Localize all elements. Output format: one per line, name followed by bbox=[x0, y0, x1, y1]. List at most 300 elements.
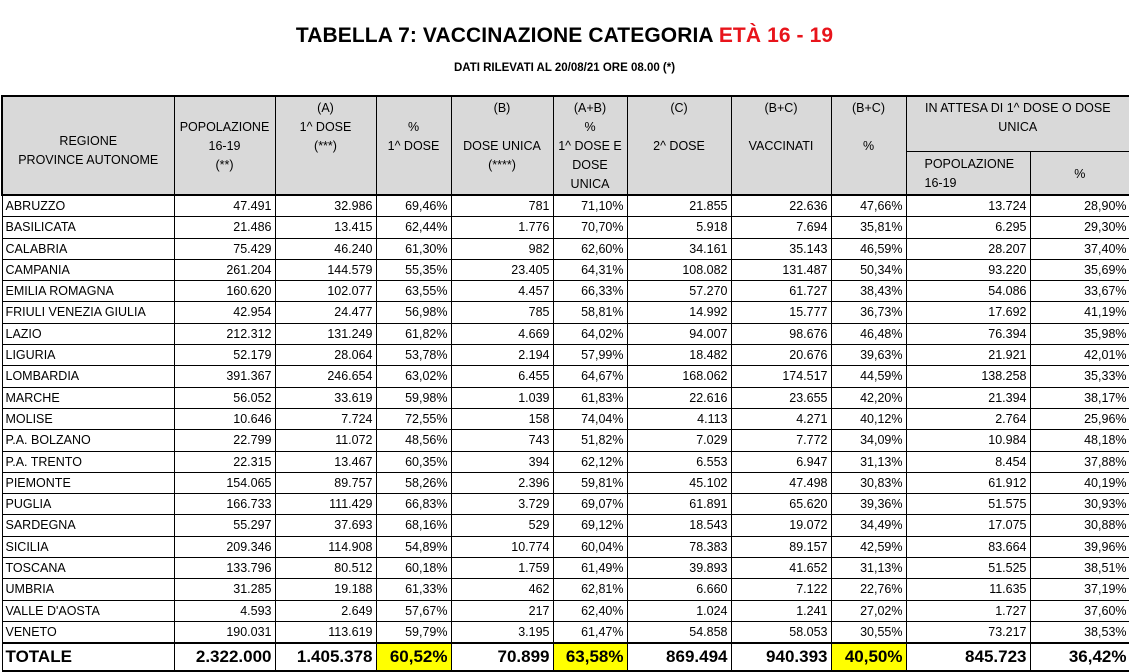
table-cell: 21.394 bbox=[906, 387, 1030, 408]
table-cell: 25,96% bbox=[1030, 408, 1129, 429]
table-cell: 529 bbox=[451, 515, 553, 536]
table-cell: 5.918 bbox=[627, 217, 731, 238]
totale-cell: 70.899 bbox=[451, 643, 553, 671]
region-name: UMBRIA bbox=[2, 579, 174, 600]
table-cell: 69,12% bbox=[553, 515, 627, 536]
table-cell: 75.429 bbox=[174, 238, 275, 259]
table-cell: 57,67% bbox=[376, 600, 451, 621]
table-row bbox=[2, 217, 1129, 238]
table-cell: 113.619 bbox=[275, 621, 376, 643]
table-header bbox=[2, 96, 1129, 195]
table-cell: 168.062 bbox=[627, 366, 731, 387]
table-cell: 34.161 bbox=[627, 238, 731, 259]
table-row bbox=[2, 536, 1129, 557]
vaccination-table bbox=[1, 95, 1129, 672]
header-line: 16-19 bbox=[208, 139, 241, 153]
table-cell: 59,79% bbox=[376, 621, 451, 643]
totale-cell-highlight: 63,58% bbox=[553, 643, 627, 671]
table-cell: 27,02% bbox=[831, 600, 906, 621]
header-line: 1^ DOSE bbox=[299, 120, 352, 134]
table-cell: 40,12% bbox=[831, 408, 906, 429]
table-cell: 55,35% bbox=[376, 259, 451, 280]
header-line: (B) bbox=[493, 101, 511, 115]
table-cell: 217 bbox=[451, 600, 553, 621]
table-cell: 4.271 bbox=[731, 408, 831, 429]
header-line: POPOLAZIONE bbox=[179, 120, 270, 134]
table-cell: 74,04% bbox=[553, 408, 627, 429]
table-row bbox=[2, 302, 1129, 323]
page-title bbox=[0, 24, 1129, 48]
table-cell: 261.204 bbox=[174, 259, 275, 280]
header-line: % bbox=[584, 120, 596, 134]
header-line: (C) bbox=[670, 101, 688, 115]
table-cell: 166.733 bbox=[174, 494, 275, 515]
table-cell: 51,82% bbox=[553, 430, 627, 451]
table-cell: 34,49% bbox=[831, 515, 906, 536]
table-row bbox=[2, 494, 1129, 515]
col-header-attesa-perc: % bbox=[1030, 152, 1129, 195]
table-cell: 53,78% bbox=[376, 345, 451, 366]
table-cell: 1.241 bbox=[731, 600, 831, 621]
table-cell: 57,99% bbox=[553, 345, 627, 366]
table-cell: 61,49% bbox=[553, 558, 627, 579]
table-cell: 34,09% bbox=[831, 430, 906, 451]
region-name: TOSCANA bbox=[2, 558, 174, 579]
table-cell: 64,02% bbox=[553, 323, 627, 344]
table-cell: 394 bbox=[451, 451, 553, 472]
table-cell: 13.724 bbox=[906, 195, 1030, 217]
table-cell: 2.194 bbox=[451, 345, 553, 366]
col-header-regione bbox=[2, 96, 174, 195]
col-header-popolazione bbox=[174, 96, 275, 195]
table-cell: 38,51% bbox=[1030, 558, 1129, 579]
table-cell: 38,17% bbox=[1030, 387, 1129, 408]
header-line: POPOLAZIONE bbox=[924, 157, 1015, 172]
table-cell: 133.796 bbox=[174, 558, 275, 579]
table-cell: 23.655 bbox=[731, 387, 831, 408]
table-cell: 94.007 bbox=[627, 323, 731, 344]
table-cell: 50,34% bbox=[831, 259, 906, 280]
table-row bbox=[2, 621, 1129, 643]
table-cell: 1.727 bbox=[906, 600, 1030, 621]
table-cell: 7.694 bbox=[731, 217, 831, 238]
table-cell: 61.727 bbox=[731, 281, 831, 302]
header-line: PROVINCE AUTONOME bbox=[18, 152, 159, 167]
totale-label: TOTALE bbox=[2, 643, 174, 671]
header-line bbox=[631, 118, 728, 137]
table-cell: 37.693 bbox=[275, 515, 376, 536]
table-cell: 76.394 bbox=[906, 323, 1030, 344]
header-line: DOSE UNICA bbox=[463, 139, 541, 153]
region-name: LOMBARDIA bbox=[2, 366, 174, 387]
table-cell: 52.179 bbox=[174, 345, 275, 366]
table-cell: 36,73% bbox=[831, 302, 906, 323]
col-header-perc-prima bbox=[376, 96, 451, 195]
table-cell: 41.652 bbox=[731, 558, 831, 579]
table-cell: 2.396 bbox=[451, 472, 553, 493]
table-cell: 28.207 bbox=[906, 238, 1030, 259]
table-cell: 8.454 bbox=[906, 451, 1030, 472]
table-cell: 80.512 bbox=[275, 558, 376, 579]
table-cell: 2.649 bbox=[275, 600, 376, 621]
table-cell: 190.031 bbox=[174, 621, 275, 643]
table-cell: 61.891 bbox=[627, 494, 731, 515]
table-cell: 23.405 bbox=[451, 259, 553, 280]
table-row bbox=[2, 600, 1129, 621]
col-header-perc-bc bbox=[831, 96, 906, 195]
table-cell: 30,83% bbox=[831, 472, 906, 493]
table-cell: 51.575 bbox=[906, 494, 1030, 515]
table-cell: 89.157 bbox=[731, 536, 831, 557]
col-header-vaccinati bbox=[731, 96, 831, 195]
totale-cell: 36,42% bbox=[1030, 643, 1129, 671]
region-name: EMILIA ROMAGNA bbox=[2, 281, 174, 302]
table-cell: 4.593 bbox=[174, 600, 275, 621]
header-line: (A+B) bbox=[573, 101, 607, 115]
table-cell: 19.188 bbox=[275, 579, 376, 600]
table-row bbox=[2, 259, 1129, 280]
header-line: 16-19 bbox=[924, 176, 957, 191]
table-cell: 31,13% bbox=[831, 558, 906, 579]
table-cell: 61,83% bbox=[553, 387, 627, 408]
table-cell: 4.457 bbox=[451, 281, 553, 302]
table-cell: 66,83% bbox=[376, 494, 451, 515]
col-header-perc-ab bbox=[553, 96, 627, 195]
table-cell: 1.024 bbox=[627, 600, 731, 621]
title-accent: ETÀ 16 - 19 bbox=[718, 24, 834, 47]
table-cell: 154.065 bbox=[174, 472, 275, 493]
header-line: UNICA bbox=[998, 120, 1038, 134]
table-cell: 37,60% bbox=[1030, 600, 1129, 621]
table-cell: 37,88% bbox=[1030, 451, 1129, 472]
table-cell: 62,60% bbox=[553, 238, 627, 259]
table-cell: 63,02% bbox=[376, 366, 451, 387]
table-cell: 22,76% bbox=[831, 579, 906, 600]
table-cell: 35,69% bbox=[1030, 259, 1129, 280]
table-cell: 93.220 bbox=[906, 259, 1030, 280]
table-cell: 61,33% bbox=[376, 579, 451, 600]
totale-cell-highlight: 40,50% bbox=[831, 643, 906, 671]
table-cell: 10.646 bbox=[174, 408, 275, 429]
table-cell: 102.077 bbox=[275, 281, 376, 302]
table-cell: 17.075 bbox=[906, 515, 1030, 536]
header-line: (B+C) bbox=[764, 101, 798, 115]
region-name: MARCHE bbox=[2, 387, 174, 408]
table-cell: 35,33% bbox=[1030, 366, 1129, 387]
table-row bbox=[2, 558, 1129, 579]
table-cell: 11.635 bbox=[906, 579, 1030, 600]
table-row bbox=[2, 472, 1129, 493]
table-row bbox=[2, 366, 1129, 387]
header-line: % bbox=[407, 120, 420, 134]
table-cell: 62,40% bbox=[553, 600, 627, 621]
table-cell: 42.954 bbox=[174, 302, 275, 323]
header-line bbox=[380, 99, 448, 118]
table-cell: 46,59% bbox=[831, 238, 906, 259]
table-cell: 11.072 bbox=[275, 430, 376, 451]
table-cell: 89.757 bbox=[275, 472, 376, 493]
table-cell: 3.195 bbox=[451, 621, 553, 643]
header-line: % bbox=[862, 139, 875, 153]
table-cell: 39.893 bbox=[627, 558, 731, 579]
totale-cell: 2.322.000 bbox=[174, 643, 275, 671]
table-cell: 114.908 bbox=[275, 536, 376, 557]
col-header-attesa bbox=[906, 96, 1129, 152]
table-cell: 13.415 bbox=[275, 217, 376, 238]
table-cell: 48,56% bbox=[376, 430, 451, 451]
table-cell: 14.992 bbox=[627, 302, 731, 323]
table-cell: 51.525 bbox=[906, 558, 1030, 579]
table-cell: 2.764 bbox=[906, 408, 1030, 429]
region-name: SARDEGNA bbox=[2, 515, 174, 536]
header-line bbox=[735, 118, 828, 137]
table-cell: 7.772 bbox=[731, 430, 831, 451]
region-name: ABRUZZO bbox=[2, 195, 174, 217]
table-cell: 246.654 bbox=[275, 366, 376, 387]
table-cell: 781 bbox=[451, 195, 553, 217]
table-cell: 108.082 bbox=[627, 259, 731, 280]
table-cell: 60,18% bbox=[376, 558, 451, 579]
table-body bbox=[2, 195, 1129, 643]
table-cell: 38,43% bbox=[831, 281, 906, 302]
table-cell: 24.477 bbox=[275, 302, 376, 323]
table-cell: 22.799 bbox=[174, 430, 275, 451]
table-cell: 160.620 bbox=[174, 281, 275, 302]
table-cell: 209.346 bbox=[174, 536, 275, 557]
table-cell: 6.553 bbox=[627, 451, 731, 472]
table-cell: 62,81% bbox=[553, 579, 627, 600]
table-cell: 6.947 bbox=[731, 451, 831, 472]
table-cell: 212.312 bbox=[174, 323, 275, 344]
table-cell: 69,46% bbox=[376, 195, 451, 217]
region-name: FRIULI VENEZIA GIULIA bbox=[2, 302, 174, 323]
table-cell: 42,01% bbox=[1030, 345, 1129, 366]
table-cell: 33.619 bbox=[275, 387, 376, 408]
table-cell: 4.113 bbox=[627, 408, 731, 429]
table-cell: 55.297 bbox=[174, 515, 275, 536]
table-cell: 54,89% bbox=[376, 536, 451, 557]
region-name: VALLE D'AOSTA bbox=[2, 600, 174, 621]
table-cell: 3.729 bbox=[451, 494, 553, 515]
table-cell: 38,53% bbox=[1030, 621, 1129, 643]
table-cell: 1.039 bbox=[451, 387, 553, 408]
table-cell: 7.029 bbox=[627, 430, 731, 451]
table-cell: 30,55% bbox=[831, 621, 906, 643]
table-cell: 59,81% bbox=[553, 472, 627, 493]
table-footer bbox=[2, 643, 1129, 671]
table-cell: 144.579 bbox=[275, 259, 376, 280]
table-cell: 982 bbox=[451, 238, 553, 259]
table-cell: 61.912 bbox=[906, 472, 1030, 493]
table-cell: 56,98% bbox=[376, 302, 451, 323]
table-cell: 37,19% bbox=[1030, 579, 1129, 600]
table-cell: 32.986 bbox=[275, 195, 376, 217]
table-cell: 44,59% bbox=[831, 366, 906, 387]
table-cell: 10.774 bbox=[451, 536, 553, 557]
table-cell: 785 bbox=[451, 302, 553, 323]
table-cell: 391.367 bbox=[174, 366, 275, 387]
col-header-prima-dose bbox=[275, 96, 376, 195]
table-cell: 37,40% bbox=[1030, 238, 1129, 259]
table-cell: 138.258 bbox=[906, 366, 1030, 387]
header-line: (**) bbox=[215, 158, 234, 172]
table-cell: 22.616 bbox=[627, 387, 731, 408]
table-cell: 6.295 bbox=[906, 217, 1030, 238]
table-cell: 28,90% bbox=[1030, 195, 1129, 217]
table-cell: 174.517 bbox=[731, 366, 831, 387]
table-cell: 48,18% bbox=[1030, 430, 1129, 451]
table-cell: 66,33% bbox=[553, 281, 627, 302]
table-cell: 39,36% bbox=[831, 494, 906, 515]
header-line: (****) bbox=[488, 158, 516, 172]
table-cell: 19.072 bbox=[731, 515, 831, 536]
totale-cell: 940.393 bbox=[731, 643, 831, 671]
table-cell: 46.240 bbox=[275, 238, 376, 259]
table-cell: 21.486 bbox=[174, 217, 275, 238]
table-cell: 64,67% bbox=[553, 366, 627, 387]
header-line: 1^ DOSE E bbox=[558, 139, 622, 153]
table-cell: 46,48% bbox=[831, 323, 906, 344]
table-cell: 58.053 bbox=[731, 621, 831, 643]
table-cell: 1.776 bbox=[451, 217, 553, 238]
table-cell: 40,19% bbox=[1030, 472, 1129, 493]
table-cell: 35,81% bbox=[831, 217, 906, 238]
table-row bbox=[2, 195, 1129, 217]
table-row bbox=[2, 281, 1129, 302]
table-row bbox=[2, 515, 1129, 536]
region-name: BASILICATA bbox=[2, 217, 174, 238]
table-cell: 83.664 bbox=[906, 536, 1030, 557]
table-cell: 21.921 bbox=[906, 345, 1030, 366]
table-row bbox=[2, 387, 1129, 408]
table-row bbox=[2, 451, 1129, 472]
table-cell: 47,66% bbox=[831, 195, 906, 217]
table-cell: 31,13% bbox=[831, 451, 906, 472]
table-row bbox=[2, 408, 1129, 429]
table-cell: 73.217 bbox=[906, 621, 1030, 643]
table-cell: 31.285 bbox=[174, 579, 275, 600]
table-cell: 131.249 bbox=[275, 323, 376, 344]
table-cell: 18.543 bbox=[627, 515, 731, 536]
table-cell: 41,19% bbox=[1030, 302, 1129, 323]
table-cell: 13.467 bbox=[275, 451, 376, 472]
header-line: 1^ DOSE bbox=[387, 139, 440, 153]
table-cell: 33,67% bbox=[1030, 281, 1129, 302]
region-name: LIGURIA bbox=[2, 345, 174, 366]
table-cell: 111.429 bbox=[275, 494, 376, 515]
table-cell: 29,30% bbox=[1030, 217, 1129, 238]
table-cell: 42,59% bbox=[831, 536, 906, 557]
table-cell: 72,55% bbox=[376, 408, 451, 429]
table-cell: 17.692 bbox=[906, 302, 1030, 323]
table-cell: 47.491 bbox=[174, 195, 275, 217]
table-cell: 6.455 bbox=[451, 366, 553, 387]
table-cell: 69,07% bbox=[553, 494, 627, 515]
table-row bbox=[2, 345, 1129, 366]
region-name: PIEMONTE bbox=[2, 472, 174, 493]
header-line: (***) bbox=[314, 139, 337, 153]
region-name: CAMPANIA bbox=[2, 259, 174, 280]
table-cell: 61,47% bbox=[553, 621, 627, 643]
table-cell: 60,35% bbox=[376, 451, 451, 472]
title-main: TABELLA 7: VACCINAZIONE CATEGORIA bbox=[295, 24, 719, 47]
table-cell: 20.676 bbox=[731, 345, 831, 366]
table-cell: 30,93% bbox=[1030, 494, 1129, 515]
table-cell: 56.052 bbox=[174, 387, 275, 408]
table-cell: 39,96% bbox=[1030, 536, 1129, 557]
table-row bbox=[2, 323, 1129, 344]
table-cell: 64,31% bbox=[553, 259, 627, 280]
table-cell: 10.984 bbox=[906, 430, 1030, 451]
table-cell: 6.660 bbox=[627, 579, 731, 600]
table-cell: 54.086 bbox=[906, 281, 1030, 302]
col-header-attesa-pop bbox=[906, 152, 1030, 195]
header-line: 2^ DOSE bbox=[653, 139, 705, 153]
table-cell: 47.498 bbox=[731, 472, 831, 493]
table-cell: 58,81% bbox=[553, 302, 627, 323]
totale-cell-highlight: 60,52% bbox=[376, 643, 451, 671]
table-cell: 158 bbox=[451, 408, 553, 429]
table-cell: 4.669 bbox=[451, 323, 553, 344]
region-name: P.A. TRENTO bbox=[2, 451, 174, 472]
table-cell: 45.102 bbox=[627, 472, 731, 493]
totale-row bbox=[2, 643, 1129, 671]
page-subtitle: DATI RILEVATI AL 20/08/21 ORE 08.00 (*) bbox=[453, 62, 676, 74]
table-cell: 42,20% bbox=[831, 387, 906, 408]
table-cell: 462 bbox=[451, 579, 553, 600]
region-name: P.A. BOLZANO bbox=[2, 430, 174, 451]
table-cell: 35,98% bbox=[1030, 323, 1129, 344]
header-line: (B+C) bbox=[852, 101, 885, 115]
table-cell: 98.676 bbox=[731, 323, 831, 344]
table-cell: 57.270 bbox=[627, 281, 731, 302]
table-cell: 59,98% bbox=[376, 387, 451, 408]
region-name: VENETO bbox=[2, 621, 174, 643]
table-cell: 18.482 bbox=[627, 345, 731, 366]
table-cell: 1.759 bbox=[451, 558, 553, 579]
header-line bbox=[835, 118, 903, 137]
table-cell: 70,70% bbox=[553, 217, 627, 238]
table-cell: 22.636 bbox=[731, 195, 831, 217]
col-header-seconda-dose bbox=[627, 96, 731, 195]
table-cell: 58,26% bbox=[376, 472, 451, 493]
table-cell: 131.487 bbox=[731, 259, 831, 280]
table-cell: 62,44% bbox=[376, 217, 451, 238]
table-cell: 68,16% bbox=[376, 515, 451, 536]
table-cell: 22.315 bbox=[174, 451, 275, 472]
table-row bbox=[2, 579, 1129, 600]
table-cell: 30,88% bbox=[1030, 515, 1129, 536]
table-cell: 62,12% bbox=[553, 451, 627, 472]
totale-cell: 845.723 bbox=[906, 643, 1030, 671]
header-line bbox=[455, 118, 550, 137]
region-name: LAZIO bbox=[2, 323, 174, 344]
totale-cell: 1.405.378 bbox=[275, 643, 376, 671]
table-cell: 28.064 bbox=[275, 345, 376, 366]
table-cell: 71,10% bbox=[553, 195, 627, 217]
header-line: (A) bbox=[317, 101, 334, 115]
table-cell: 15.777 bbox=[731, 302, 831, 323]
table-cell: 743 bbox=[451, 430, 553, 451]
region-name: CALABRIA bbox=[2, 238, 174, 259]
col-header-dose-unica bbox=[451, 96, 553, 195]
table-cell: 39,63% bbox=[831, 345, 906, 366]
totale-cell: 869.494 bbox=[627, 643, 731, 671]
region-name: SICILIA bbox=[2, 536, 174, 557]
table-cell: 7.724 bbox=[275, 408, 376, 429]
table-cell: 60,04% bbox=[553, 536, 627, 557]
table-cell: 21.855 bbox=[627, 195, 731, 217]
